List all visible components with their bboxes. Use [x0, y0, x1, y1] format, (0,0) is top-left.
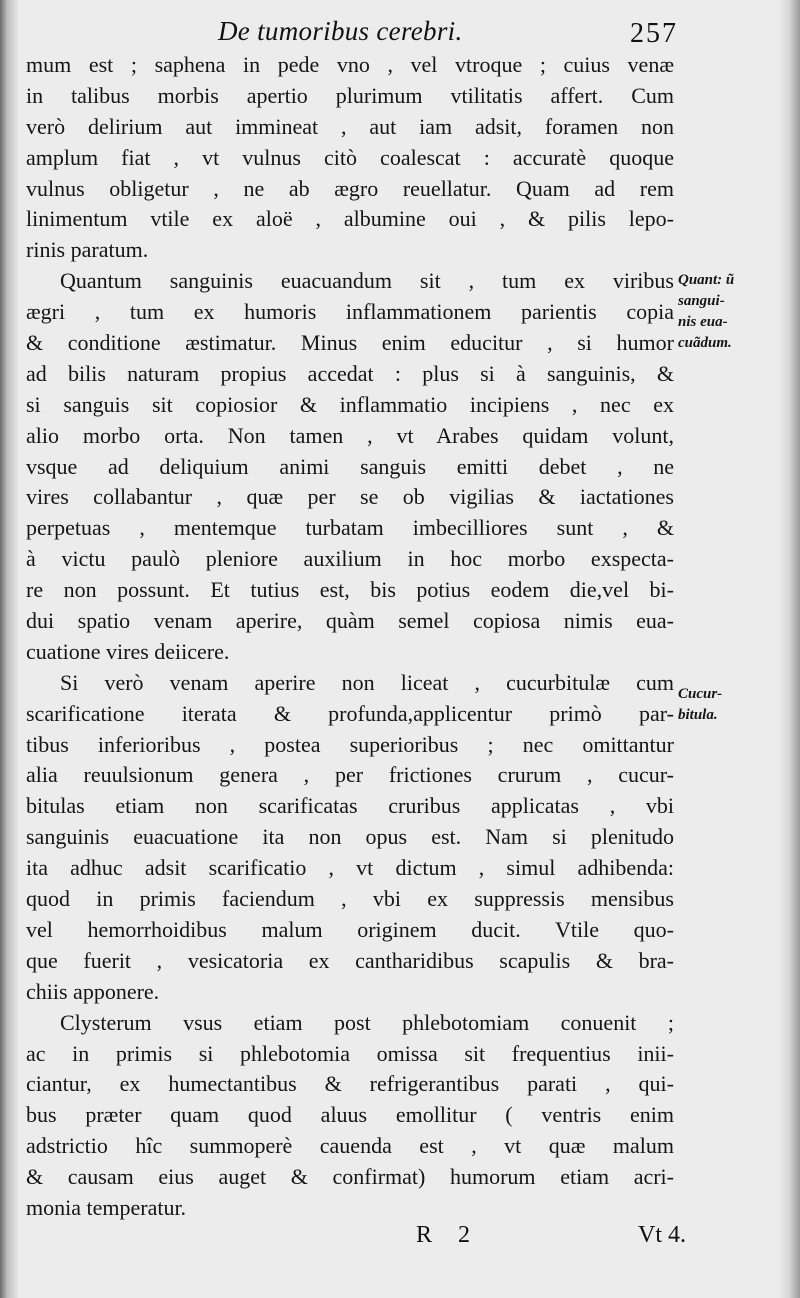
text-line: vulnus obligetur , ne ab ægro reuellatur. Quam ad rem [26, 175, 674, 201]
text-line: mum est ; saphena in pede vno , vel vtroque ; cuius venæ [26, 52, 674, 77]
text-line: ad bilis naturam propius accedat : plus si à sanguinis, & [26, 360, 674, 386]
text-line: alia reuulsionum genera , per frictiones crurum , cucur- [26, 762, 674, 788]
text-line: dui spatio venam aperire, quàm semel copiosa nimis eua- [26, 608, 674, 634]
paragraph-start: Clysterum vsus etiam post phlebotomiam conuenit ; [60, 1009, 674, 1035]
catchword: Vt 4. [638, 1222, 686, 1248]
text-line: & causam eius auget & confirmat) humorum etiam acri- [26, 1164, 674, 1190]
page-edge-shadow [778, 0, 800, 1298]
text-line: perpetuas , mentemque turbatam imbecilliores sunt , & [26, 515, 674, 541]
text-line: vsque ad deliquium animi sanguis emitti debet , ne [26, 453, 674, 479]
text-line: in talibus morbis apertio plurimum vtilitatis affert. Cum [26, 82, 674, 108]
body-text [26, 50, 674, 1224]
text-line: cuatione vires deiicere. [26, 638, 230, 664]
text-line: re non possunt. Et tutius est, bis potius eodem die,vel bi- [26, 577, 674, 603]
text-line: ita adhuc adsit scarificatio , vt dictum , simul adhibenda: [26, 855, 674, 881]
margin-note-line: Quant: ũ [678, 272, 735, 288]
text-line: linimentum vtile ex aloë , albumine oui , & pilis lepo- [26, 206, 674, 232]
text-line: que fuerit , vesicatoria ex cantharidibus scapulis & bra- [26, 947, 674, 973]
margin-note-cucurbitula [678, 684, 778, 726]
text-line: verò delirium aut immineat , aut iam adsit, foramen non [26, 113, 674, 139]
text-line: vires collabantur , quæ per se ob vigilias & iactationes [26, 484, 674, 510]
text-line: ægri , tum ex humoris inflammationem parientis copia [26, 299, 674, 325]
text-line: rinis paratum. [26, 237, 149, 263]
text-line: vel hemorrhoidibus malum originem ducit. Vtile quo- [26, 916, 674, 942]
text-line: tibus inferioribus , postea superioribus ; nec omittantur [26, 731, 674, 757]
margin-note-line: sangui- [678, 293, 725, 309]
text-line: amplum fiat , vt vulnus citò coalescat : accuratè quoque [26, 144, 674, 170]
text-line: si sanguis sit copiosior & inflammatio incipiens , nec ex [26, 391, 674, 417]
margin-note-line: Cucur- [678, 686, 723, 702]
margin-note-quantum-sanguinis [678, 270, 778, 354]
signature-mark: R 2 [416, 1222, 481, 1248]
page-footer [26, 1222, 686, 1262]
text-line: alio morbo orta. Non tamen , vt Arabes quidam volunt, [26, 422, 674, 448]
text-line: bus præter quam quod aluus emollitur ( ventris enim [26, 1102, 674, 1128]
page-number: 257 [630, 18, 678, 49]
paragraph-start: Si verò venam aperire non liceat , cucurbitulæ cum [60, 669, 674, 695]
text-line: quod in primis faciendum , vbi ex suppressis mensibus [26, 886, 674, 912]
text-line: & conditione æstimatur. Minus enim educitur , si humor [26, 330, 674, 356]
text-line: bitulas etiam non scarificatas cruribus applicatas , vbi [26, 793, 674, 819]
margin-note-line: cuãdum. [678, 335, 732, 351]
text-line: scarificatione iterata & profunda,applicentur primò par- [26, 700, 674, 726]
margin-note-line: nis eua- [678, 314, 728, 330]
text-line: à victu paulò pleniore auxilium in hoc morbo exspecta- [26, 546, 674, 572]
text-line: ac in primis si phlebotomia omissa sit frequentius inii- [26, 1040, 674, 1066]
text-line: monia temperatur. [26, 1194, 187, 1220]
page-gutter-shadow [0, 0, 18, 1298]
paragraph-start: Quantum sanguinis euacuandum sit , tum ex viribus [60, 268, 674, 294]
text-line: adstrictio hîc summoperè cauenda est , vt quæ malum [26, 1133, 674, 1159]
margin-note-line: bitula. [678, 707, 718, 723]
text-line: chiis apponere. [26, 978, 160, 1004]
running-head: De tumoribus cerebri. [218, 16, 463, 46]
page-header [28, 16, 678, 52]
text-line: ciantur, ex humectantibus & refrigerantibus parati , qui- [26, 1071, 674, 1097]
text-line: sanguinis euacuatione ita non opus est. Nam si plenitudo [26, 824, 674, 850]
